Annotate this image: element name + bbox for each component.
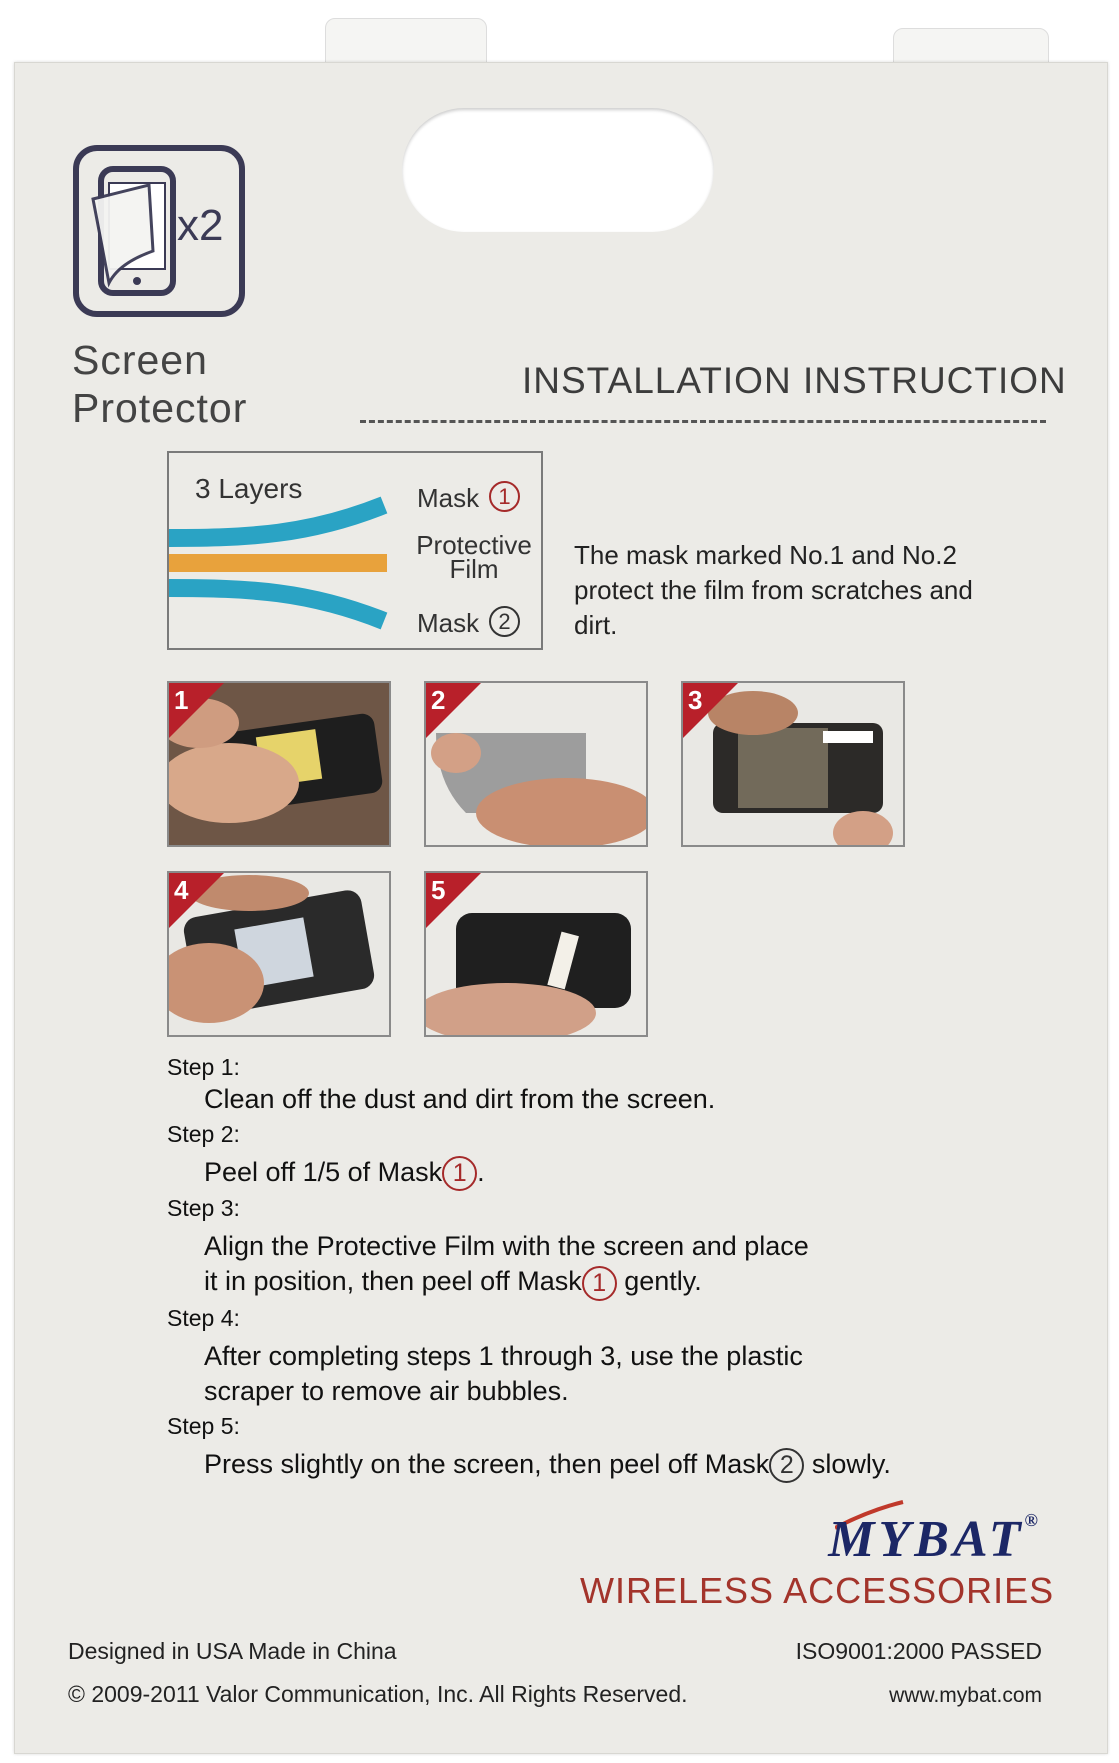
copyright-text: © 2009-2011 Valor Communication, Inc. All Rights Reserved.	[68, 1681, 688, 1707]
icon-multiplier: x2	[177, 201, 224, 250]
step-photo-number: 1	[174, 685, 189, 715]
step-photo-number: 2	[431, 685, 446, 715]
brand-registered: ®	[1024, 1510, 1042, 1530]
instruction-title: INSTALLATION INSTRUCTION	[522, 360, 1067, 401]
step-text-before: it in position, then peel off Mask	[204, 1266, 582, 1297]
step-text-after: gently.	[616, 1266, 702, 1297]
mask2-label: Mask	[417, 608, 480, 638]
film-label	[409, 530, 539, 584]
product-title	[72, 336, 247, 432]
step-photo-number: 3	[688, 685, 703, 715]
step-photo-1	[167, 681, 391, 847]
step-text-after: slowly.	[804, 1448, 891, 1479]
mask1-label: Mask	[417, 483, 480, 513]
step-heading: Step 5:	[167, 1412, 240, 1439]
brand-name: MYBAT	[828, 1511, 1025, 1568]
step-photo-4	[167, 871, 391, 1037]
step-heading: Step 3:	[167, 1195, 240, 1222]
step-text	[204, 1447, 1027, 1483]
mask-badge: 1	[582, 1266, 617, 1301]
mask-description: The mask marked No.1 and No.2 protect the film from scratches and dirt.	[574, 540, 973, 640]
mask-badge: 1	[442, 1156, 477, 1191]
step-text-after: .	[477, 1157, 485, 1187]
dashed-divider	[360, 420, 1046, 423]
website-text: www.mybat.com	[889, 1684, 1042, 1707]
product-title-line2: Protector	[72, 385, 248, 431]
layers-diagram	[167, 451, 543, 650]
screen-protector-icon	[73, 145, 245, 317]
mask2-badge: 2	[489, 606, 520, 637]
step-text	[204, 1155, 1027, 1191]
step-text-before: Press slightly on the screen, then peel off Mask	[204, 1448, 770, 1479]
step-photo-3	[681, 681, 905, 847]
step-5	[167, 1411, 1027, 1483]
hang-tab-left	[325, 18, 487, 68]
step-3	[167, 1193, 1027, 1300]
step-text-line1: After completing steps 1 through 3, use the plastic	[204, 1340, 803, 1371]
mask1-badge: 1	[489, 481, 520, 512]
step-heading: Step 4:	[167, 1304, 240, 1331]
step-2	[167, 1119, 1027, 1191]
film-label-line1: Protective	[416, 530, 532, 560]
step-photo-number: 4	[174, 875, 189, 905]
step-text: Clean off the dust and dirt from the screen.	[204, 1084, 716, 1114]
step-4	[167, 1303, 1027, 1409]
step-text-before: Peel off 1/5 of Mask	[204, 1157, 443, 1187]
product-title-line1: Screen	[72, 337, 208, 383]
brand-logo	[742, 1510, 1042, 1569]
step-text-line2: scraper to remove air bubbles.	[204, 1375, 569, 1406]
step-photo-2	[424, 681, 648, 847]
brand-tagline: WIRELESS ACCESSORIES	[580, 1570, 1055, 1611]
layers-heading: 3 Layers	[195, 473, 303, 504]
origin-text: Designed in USA Made in China	[68, 1638, 397, 1664]
certification-text: ISO9001:2000 PASSED	[795, 1638, 1042, 1664]
film-label-line2: Film	[449, 554, 499, 584]
steps-list	[167, 1052, 1027, 1483]
step-heading: Step 2:	[167, 1121, 240, 1147]
step-text-line2	[204, 1264, 1027, 1300]
step-1	[167, 1052, 1027, 1117]
step-photo-5	[424, 871, 648, 1037]
hanger-hole	[402, 108, 714, 232]
step-heading: Step 1:	[167, 1054, 240, 1080]
step-text-line1: Align the Protective Film with the screen and place	[204, 1231, 809, 1262]
step-photo-number: 5	[431, 875, 446, 905]
mask-badge: 2	[769, 1448, 804, 1483]
